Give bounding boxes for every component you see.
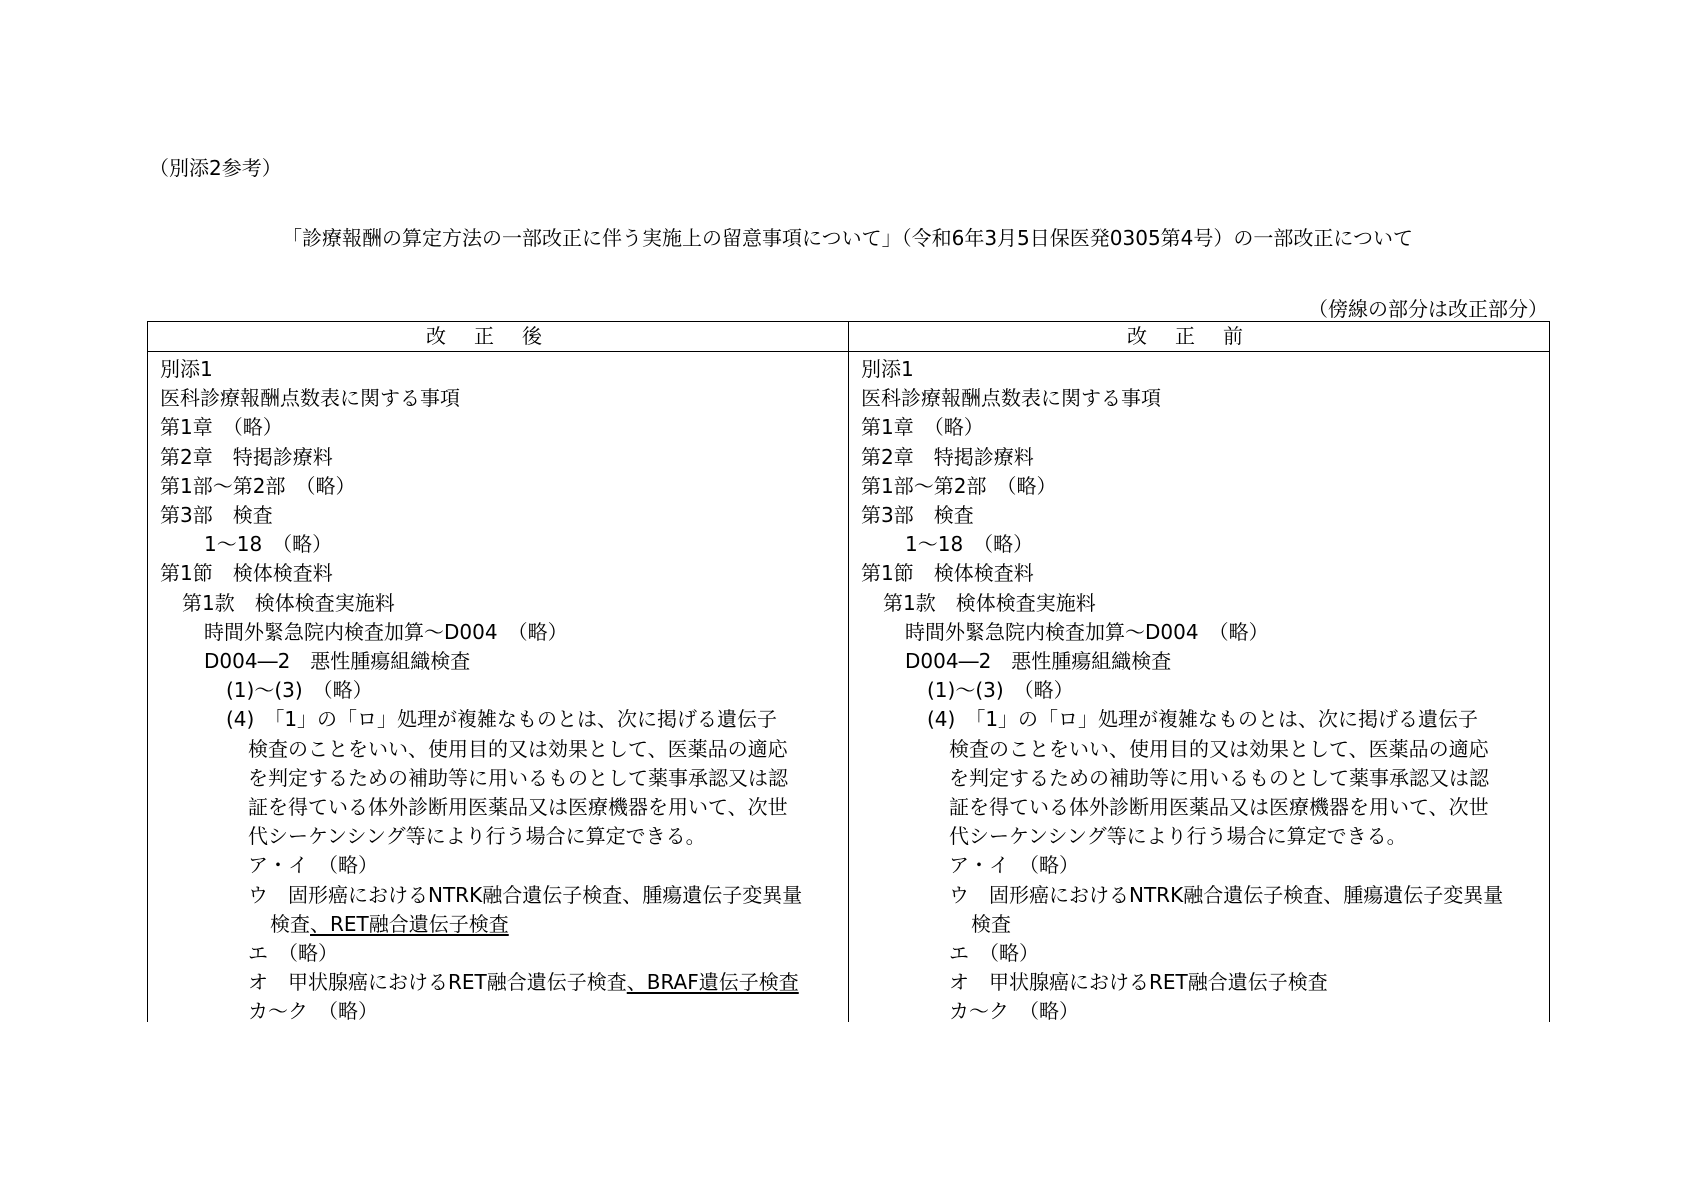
line xyxy=(160,910,848,939)
document-title: 「診療報酬の算定方法の一部改正に伴う実施上の留意事項について」（令和6年3月5日保医発0305第4号）の一部改正について xyxy=(282,226,1413,250)
line: (4) 「1」の「ロ」処理が複雑なものとは、次に掲げる遺伝子 xyxy=(226,707,778,732)
line: 時間外緊急院内検査加算～D004 （略） xyxy=(905,619,1269,644)
line: 検査のことをいい、使用目的又は効果として、医薬品の適応 xyxy=(248,736,788,761)
line: 第3部 検査 xyxy=(861,503,974,528)
line: エ （略） xyxy=(949,941,1039,966)
line: オ 甲状腺癌におけるRET融合遺伝子検査 xyxy=(949,970,1328,995)
line: 時間外緊急院内検査加算～D004 （略） xyxy=(204,619,568,644)
before-column xyxy=(849,352,1549,1022)
line: エ （略） xyxy=(248,941,338,966)
line: 医科診療報酬点数表に関する事項 xyxy=(160,386,460,411)
header-before: 改正前 xyxy=(1127,324,1271,348)
line: カ～ク （略） xyxy=(248,999,378,1022)
line: 第1部～第2部 （略） xyxy=(861,473,1057,498)
after-column xyxy=(148,352,849,1022)
attachment-note: （別添2参考） xyxy=(149,156,282,180)
line: を判定するための補助等に用いるものとして薬事承認又は認 xyxy=(949,765,1489,790)
table-header xyxy=(148,322,1549,352)
line: カ～ク （略） xyxy=(949,999,1079,1022)
line: 証を得ている体外診断用医薬品又は医療機器を用いて、次世 xyxy=(949,795,1489,820)
header-after: 改正後 xyxy=(148,322,849,351)
line: (4) 「1」の「ロ」処理が複雑なものとは、次に掲げる遺伝子 xyxy=(927,707,1479,732)
line-text: オ 甲状腺癌におけるRET融合遺伝子検査 xyxy=(248,970,627,995)
line-text: 検査 xyxy=(270,911,310,936)
line: (1)～(3) （略） xyxy=(927,678,1074,703)
line: ウ 固形癌におけるNTRK融合遺伝子検査、腫瘍遺伝子変異量 xyxy=(949,882,1504,907)
line: 代シーケンシング等により行う場合に算定できる。 xyxy=(248,824,706,849)
line: 第1部～第2部 （略） xyxy=(160,473,356,498)
line: 第2章 特掲診療料 xyxy=(160,444,333,469)
line: ウ 固形癌におけるNTRK融合遺伝子検査、腫瘍遺伝子変異量 xyxy=(248,882,803,907)
line: 第1節 検体検査料 xyxy=(160,561,333,586)
line: 第1章 （略） xyxy=(861,415,984,440)
line: 第1節 検体検査料 xyxy=(861,561,1034,586)
line: 代シーケンシング等により行う場合に算定できる。 xyxy=(949,824,1407,849)
line: D004―2 悪性腫瘍組織検査 xyxy=(905,649,1172,674)
line: 別添1 xyxy=(160,357,213,381)
line: ア・イ （略） xyxy=(248,853,378,878)
line xyxy=(160,968,848,997)
amended-text: 、BRAF遺伝子検査 xyxy=(626,970,799,995)
line: 医科診療報酬点数表に関する事項 xyxy=(861,386,1161,411)
line: 第1款 検体検査実施料 xyxy=(182,590,395,615)
line: 検査のことをいい、使用目的又は効果として、医薬品の適応 xyxy=(949,736,1489,761)
line: 1～18 （略） xyxy=(905,532,1034,557)
line: 第1款 検体検査実施料 xyxy=(883,590,1096,615)
line: 検査 xyxy=(971,911,1011,936)
line: を判定するための補助等に用いるものとして薬事承認又は認 xyxy=(248,765,788,790)
line: D004―2 悪性腫瘍組織検査 xyxy=(204,649,471,674)
line: 第3部 検査 xyxy=(160,503,273,528)
line: 第2章 特掲診療料 xyxy=(861,444,1034,469)
line: ア・イ （略） xyxy=(949,853,1079,878)
line: 別添1 xyxy=(861,357,914,381)
amended-text: 、RET融合遺伝子検査 xyxy=(310,911,509,936)
comparison-table xyxy=(147,321,1550,1022)
line: 第1章 （略） xyxy=(160,415,283,440)
underline-legend: （傍線の部分は改正部分） xyxy=(1308,297,1548,321)
line: 証を得ている体外診断用医薬品又は医療機器を用いて、次世 xyxy=(248,795,788,820)
line: (1)～(3) （略） xyxy=(226,678,373,703)
line: 1～18 （略） xyxy=(204,532,333,557)
